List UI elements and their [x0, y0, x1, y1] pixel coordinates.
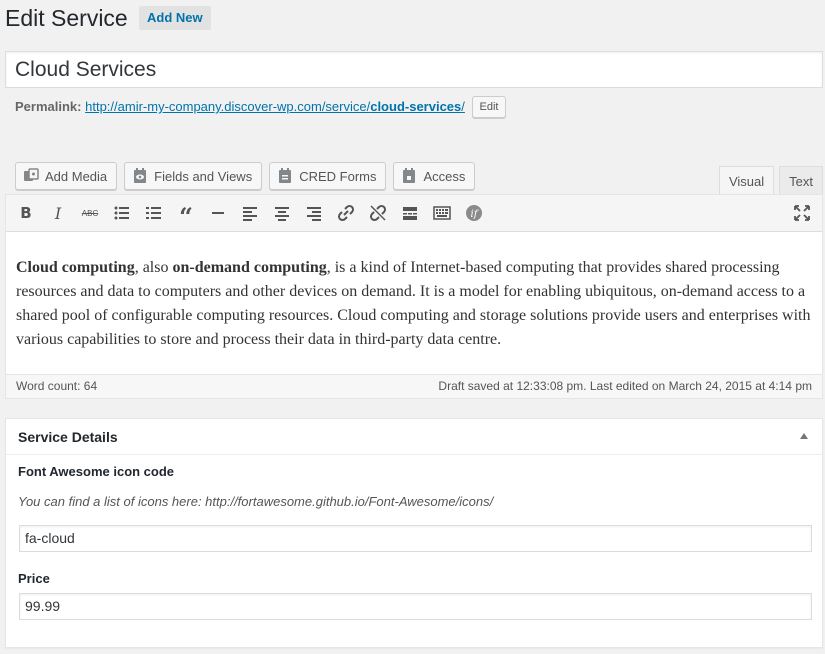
- price-label: Price: [18, 571, 50, 586]
- metabox-header[interactable]: [6, 419, 822, 455]
- permalink-slug: cloud-services: [370, 99, 462, 114]
- read-more-icon[interactable]: [398, 201, 422, 225]
- cred-forms-label: CRED Forms: [299, 168, 377, 184]
- remove-link-icon[interactable]: [366, 201, 390, 225]
- bulleted-list-icon[interactable]: [110, 201, 134, 225]
- permalink-url-base: http://amir-my-company.discover-wp.com/service/: [85, 99, 371, 114]
- cred-icon: [277, 168, 293, 184]
- fields-and-views-button[interactable]: [124, 162, 262, 190]
- editor-toolbar: [6, 195, 822, 232]
- align-right-icon[interactable]: [302, 201, 326, 225]
- add-media-button[interactable]: [15, 162, 117, 190]
- tab-visual[interactable]: Visual: [719, 166, 774, 195]
- add-media-icon: [23, 168, 39, 184]
- permalink-link[interactable]: [85, 99, 465, 114]
- editor-content[interactable]: [6, 232, 822, 352]
- access-icon: [401, 168, 417, 184]
- svg-text:if: if: [470, 209, 478, 220]
- numbered-list-icon[interactable]: [142, 201, 166, 225]
- strikethrough-icon[interactable]: ABC: [81, 208, 99, 218]
- editor: [5, 194, 823, 399]
- service-details-metabox: [5, 418, 823, 648]
- fields-and-views-label: Fields and Views: [154, 168, 253, 184]
- word-count: Word count: 64: [16, 379, 98, 393]
- toolbar-toggle-icon[interactable]: [430, 201, 454, 225]
- tab-text[interactable]: Text: [779, 166, 823, 195]
- media-buttons: [15, 162, 475, 190]
- price-input[interactable]: 99.99: [19, 593, 812, 620]
- permalink-url-end: /: [461, 99, 465, 114]
- cred-forms-button[interactable]: [269, 162, 386, 190]
- bold-icon[interactable]: B: [20, 204, 32, 222]
- page-title: Edit Service: [5, 5, 128, 31]
- icon-code-input[interactable]: fa-cloud: [19, 525, 812, 552]
- permalink-edit-button[interactable]: Edit: [472, 96, 507, 118]
- permalink-label: Permalink:: [15, 99, 82, 114]
- editor-tabs: [719, 166, 823, 195]
- icon-code-hint: You can find a list of icons here: http://fortawesome.github.io/Font-Awesome/icons/: [18, 494, 494, 509]
- icon-code-label: Font Awesome icon code: [18, 464, 175, 479]
- horizontal-line-icon[interactable]: [206, 201, 230, 225]
- editor-statusbar: [6, 374, 822, 398]
- permalink: [15, 96, 506, 118]
- content-text-1: , also: [134, 259, 173, 276]
- content-bold-1: Cloud computing: [16, 259, 135, 276]
- post-title-input[interactable]: Cloud Services: [5, 51, 823, 88]
- fullscreen-icon[interactable]: [790, 201, 814, 225]
- collapse-arrow-icon[interactable]: [800, 433, 808, 439]
- align-center-icon[interactable]: [270, 201, 294, 225]
- italic-icon[interactable]: I: [54, 203, 62, 223]
- add-media-label: Add Media: [45, 168, 108, 184]
- content-text-2: , is a kind of Internet-based computing that provides shared processing resources and data to computers and other devices on demand. It is a model for enabling ubiquitous, on-demand access to a shared pool of configurable computing resources. Cloud computing and storage solutions provide users and enterprises with various capabilities to store and process their data in third-party data centre.: [16, 259, 811, 348]
- metabox-title: Service Details: [18, 429, 118, 445]
- content-bold-2: on-demand computing: [172, 259, 327, 276]
- access-button[interactable]: [393, 162, 475, 190]
- blockquote-icon[interactable]: “: [179, 202, 193, 231]
- access-label: Access: [423, 168, 466, 184]
- align-left-icon[interactable]: [238, 201, 262, 225]
- views-icon: [132, 168, 148, 184]
- insert-link-icon[interactable]: [334, 201, 358, 225]
- draft-status: Draft saved at 12:33:08 pm. Last edited on March 24, 2015 at 4:14 pm: [438, 379, 812, 393]
- toolset-shortcode-icon[interactable]: [462, 201, 486, 225]
- add-new-button[interactable]: Add New: [139, 6, 211, 30]
